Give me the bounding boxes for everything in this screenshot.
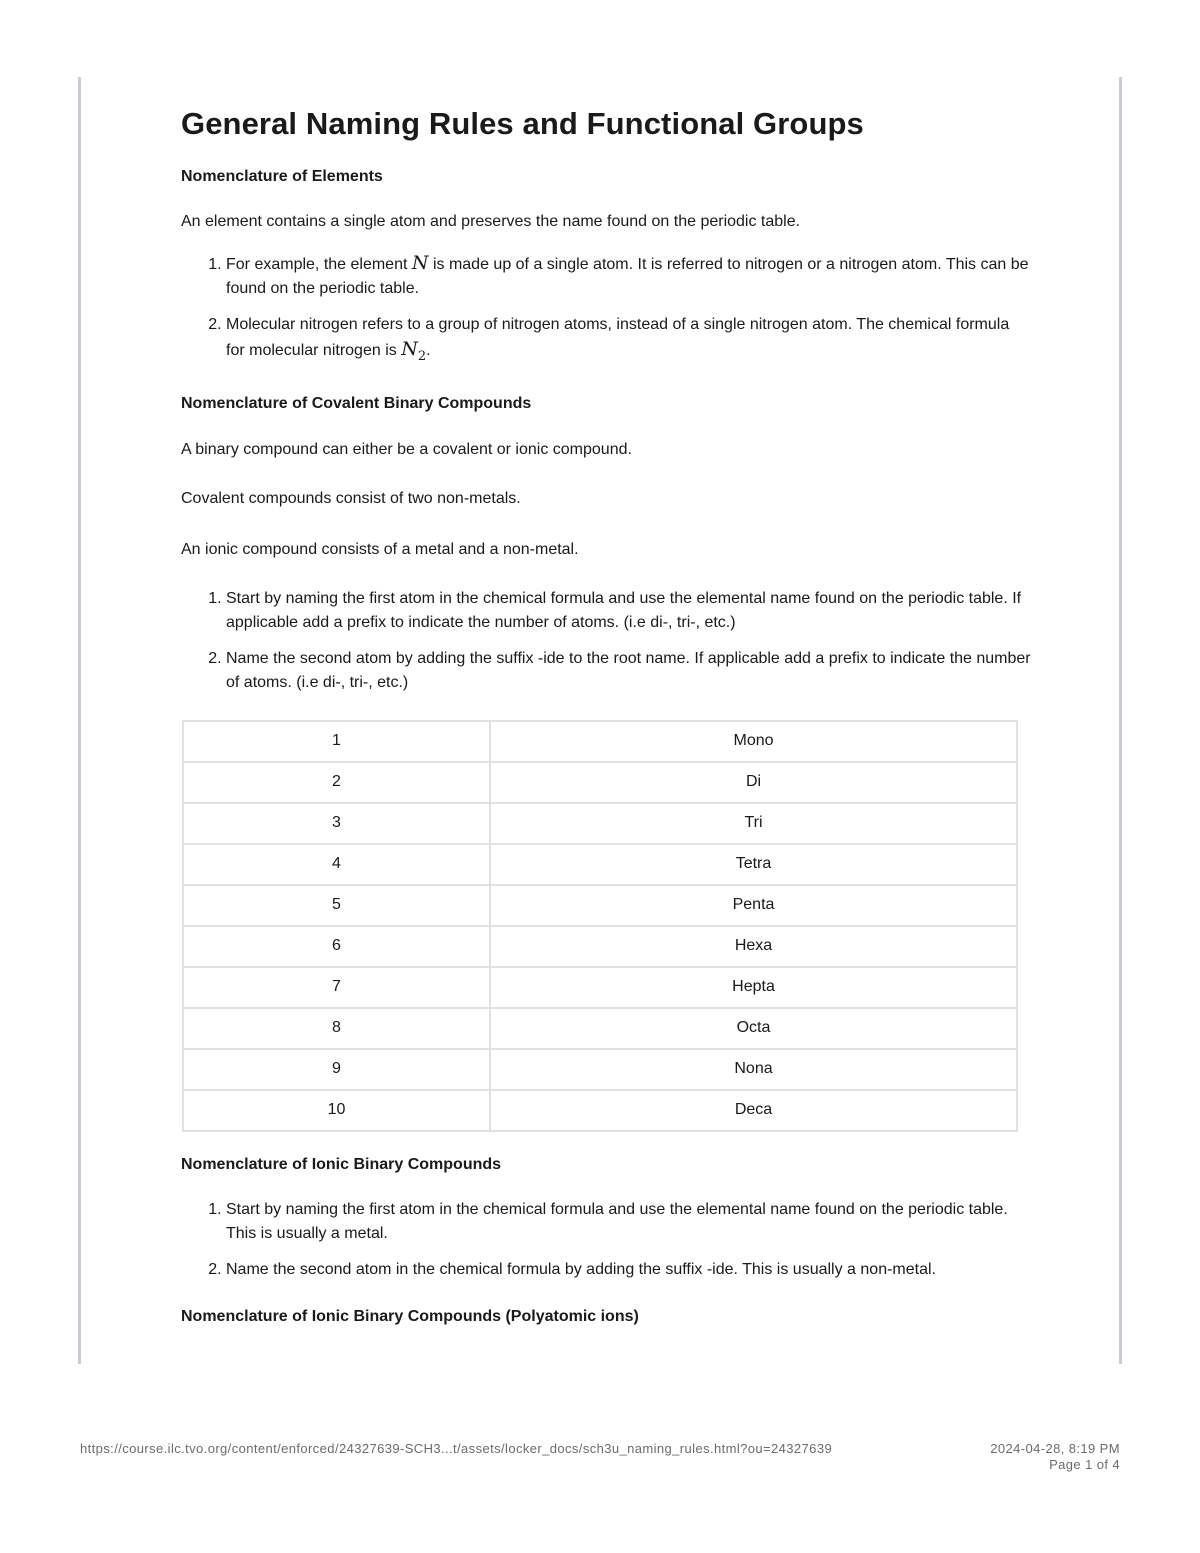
table-row [183, 1090, 1017, 1131]
table-cell: 9 [183, 1049, 490, 1090]
table-cell: 2 [183, 762, 490, 803]
table-row [183, 762, 1017, 803]
table-cell: 1 [183, 721, 490, 762]
list-item: 2. Molecular nitrogen refers to a group of nitrogen atoms, instead of a single nitrogen atom. The chemical formula for molecular nitrogen is $N_2$. [226, 313, 1031, 369]
footer-url: https://course.ilc.tvo.org/content/enforced/24327639-SCH3...t/assets/locker_docs/sch3u_naming_rules.html?ou=24327639 [80, 1441, 833, 1456]
page-title: General Naming Rules and Functional Groups [181, 106, 864, 141]
table-cell: 7 [183, 967, 490, 1008]
molecular-nitrogen-formula: $N_2$ [401, 338, 427, 364]
table-row [183, 1008, 1017, 1049]
table-cell: 6 [183, 926, 490, 967]
table-row [183, 844, 1017, 885]
table-cell: Tetra [490, 844, 1017, 885]
table-cell: 3 [183, 803, 490, 844]
heading-covalent: Nomenclature of Covalent Binary Compounds [181, 394, 532, 412]
table-cell: Tri [490, 803, 1017, 844]
ionic-steps [181, 1198, 1031, 1282]
footer-page-number: Page 1 of 4 [1049, 1457, 1120, 1472]
table-cell: 5 [183, 885, 490, 926]
covalent-p3: An ionic compound consists of a metal and a non-metal. [181, 540, 579, 558]
document-content [181, 100, 1031, 1328]
table-cell: Penta [490, 885, 1017, 926]
right-border-rule [1119, 77, 1122, 1364]
prefix-table [182, 720, 1018, 1132]
covalent-p1: A binary compound can either be a covalent or ionic compound. [181, 440, 632, 458]
table-cell: 10 [183, 1090, 490, 1131]
table-row [183, 1049, 1017, 1090]
table-row [183, 885, 1017, 926]
nitrogen-symbol: N [411, 252, 429, 274]
left-border-rule [78, 77, 81, 1364]
table-cell: Octa [490, 1008, 1017, 1049]
heading-ionic: Nomenclature of Ionic Binary Compounds [181, 1155, 502, 1173]
table-cell: Mono [490, 721, 1017, 762]
heading-elements: Nomenclature of Elements [181, 168, 383, 185]
covalent-p2: Covalent compounds consist of two non-metals. [181, 489, 521, 507]
heading-polyatomic: Nomenclature of Ionic Binary Compounds (Polyatomic ions) [181, 1307, 639, 1325]
footer-datetime: 2024-04-28, 8:19 PM [990, 1441, 1120, 1456]
table-row [183, 967, 1017, 1008]
table-row [183, 721, 1017, 762]
list-item: 2. Name the second atom by adding the suffix -ide to the root name. If applicable add a prefix to indicate the number of atoms. (i.e di-, tri-, etc.) [226, 647, 1031, 695]
list-item: 2. Name the second atom in the chemical formula by adding the suffix -ide. This is usually a non-metal. [226, 1258, 1031, 1282]
list-item: 1. Start by naming the first atom in the chemical formula and use the elemental name found on the periodic table. If applicable add a prefix to indicate the number of atoms. (i.e di-, tri-, etc.) [226, 587, 1031, 635]
footer-page-info [990, 1441, 1120, 1473]
table-cell: Deca [490, 1090, 1017, 1131]
covalent-steps [181, 587, 1031, 695]
table-cell: Hexa [490, 926, 1017, 967]
table-cell: Nona [490, 1049, 1017, 1090]
table-row [183, 803, 1017, 844]
elements-intro: An element contains a single atom and preserves the name found on the periodic table. [181, 213, 801, 230]
table-cell: 4 [183, 844, 490, 885]
list-item: 1. Start by naming the first atom in the chemical formula and use the elemental name found on the periodic table. This is usually a metal. [226, 1198, 1031, 1246]
table-cell: 8 [183, 1008, 490, 1049]
table-row [183, 926, 1017, 967]
list-item: 1. For example, the element N is made up of a single atom. It is referred to nitrogen or a nitrogen atom. This can be found on the periodic table. [226, 251, 1031, 301]
table-cell: Di [490, 762, 1017, 803]
elements-list [181, 251, 1031, 369]
table-cell: Hepta [490, 967, 1017, 1008]
